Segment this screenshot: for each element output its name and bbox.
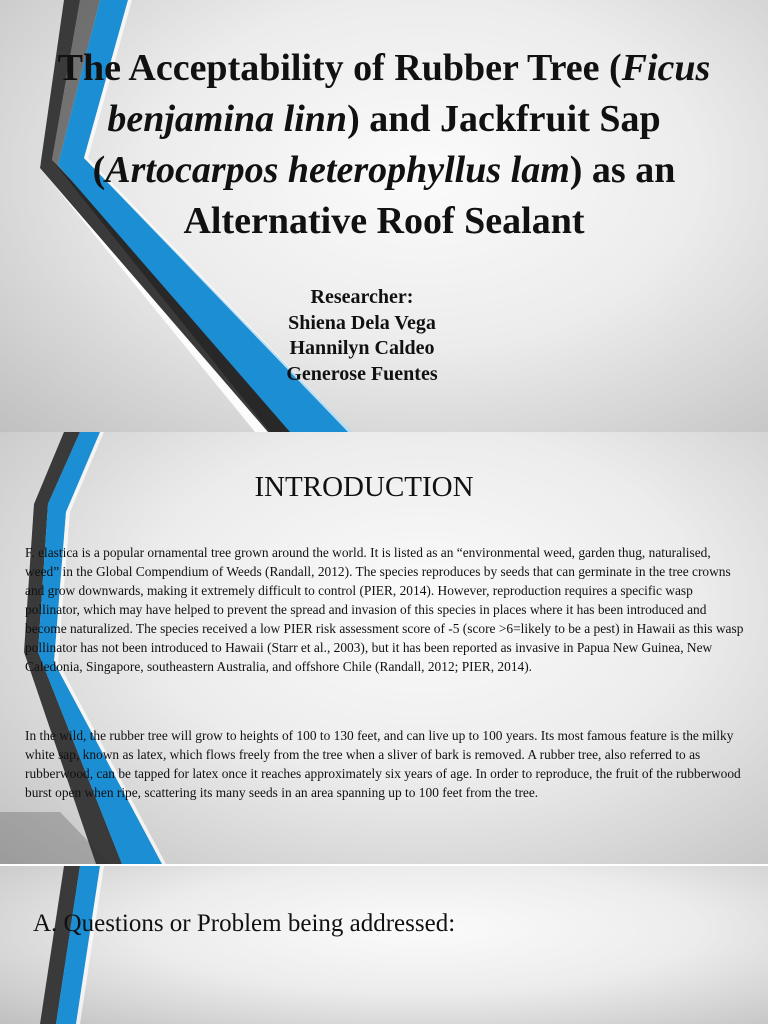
researcher-label: Researcher: xyxy=(310,286,414,308)
presentation-title: The Acceptability of Rubber Tree (Ficus benjamina linn) and Jackfruit Sap (Artocarpos heterophyllus lam) as an Alternative Roof Sealant xyxy=(57,47,711,242)
intro-paragraph-2: In the wild, the rubber tree will grow to heights of 100 to 130 feet, and can live up to 100 years. Its most famous feature is the milky white sap, known as latex, which flows freely from the tree when a sliver of bark is removed. A rubber tree, also referred to as rubberwood, can be tapped for latex once it reaches approximately six years of age. In order to reproduce, the fruit of the rubberwood burst open when ripe, scattering its many seeds in an area spanning up to 100 feet from the tree. xyxy=(25,728,741,800)
intro-heading: INTRODUCTION xyxy=(254,471,474,503)
introduction-slide xyxy=(0,432,768,864)
researchers-block xyxy=(200,285,524,387)
researcher-name: Generose Fuentes xyxy=(286,362,438,385)
questions-slide xyxy=(0,866,768,1024)
questions-heading: A. Questions or Problem being addressed: xyxy=(33,910,456,937)
researcher-name: Shiena Dela Vega xyxy=(288,311,436,334)
title-slide xyxy=(0,0,768,432)
decorative-stripes xyxy=(0,866,768,1024)
intro-paragraph-1: F. elastica is a popular ornamental tree grown around the world. It is listed as an “environmental weed, garden thug, naturalised, weed” in the Global Compendium of Weeds (Randall, 2012). The species reproduces by seeds that can germinate in the tree crowns and grow downwards, making it extremely difficult to control (PIER, 2014). However, reproduction requires a specific wasp pollinator, which may have helped to prevent the spread and invasion of this species in places where it has been introduced and become naturalized. The species received a low PIER risk assessment score of -5 (score >6=likely to be a pest) in Hawaii as this wasp pollinator has not been introduced to Hawaii (Starr et al., 2003), but it has been reported as invasive in Papua New Guinea, New Caledonia, Singapore, southeastern Australia, and offshore Chile (Randall, 2012; PIER, 2014). xyxy=(25,545,744,674)
scientific-name-artocarpos: Artocarpos heterophyllus lam xyxy=(105,149,570,191)
scientific-name-ficus: Ficus benjamina linn xyxy=(107,47,711,140)
researcher-name: Hannilyn Caldeo xyxy=(289,337,435,359)
